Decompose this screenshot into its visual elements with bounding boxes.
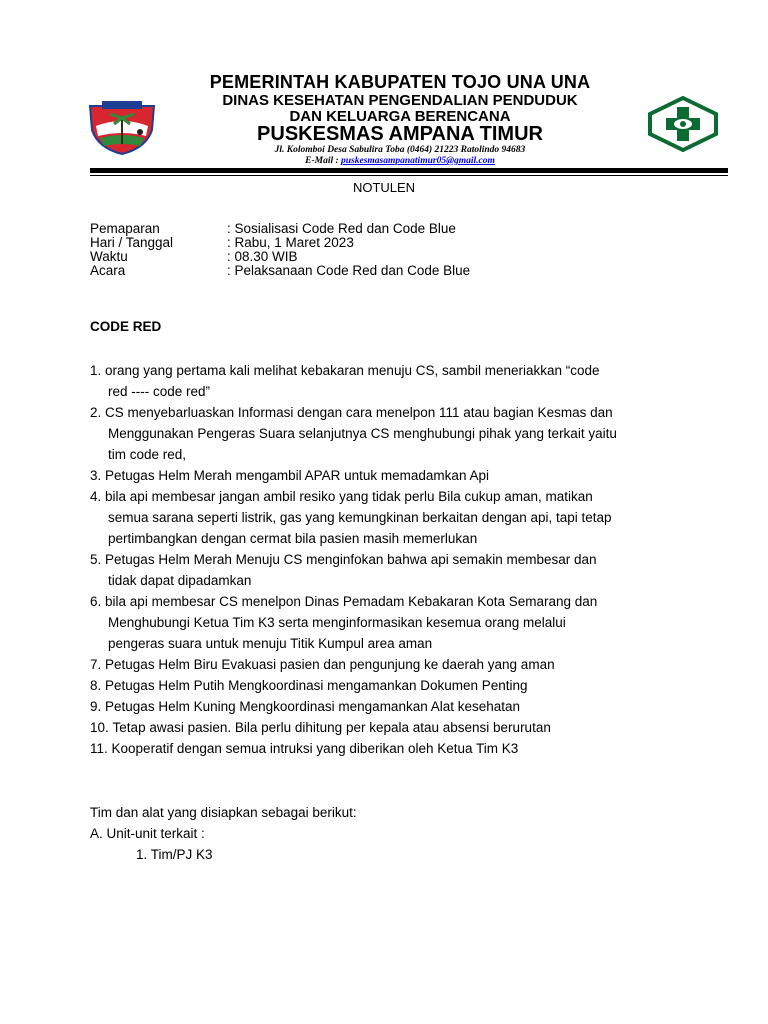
- list-item-number: 5.: [90, 552, 102, 567]
- list-item-text: Tetap awasi pasien. Bila perlu dihitung per kepala atau absensi berurutan: [112, 720, 551, 735]
- list-item-text: Petugas Helm Putih Mengkoordinasi mengamankan Dokumen Penting: [105, 678, 528, 693]
- email-label: E-Mail :: [305, 156, 342, 166]
- meta-value: : Pelaksanaan Code Red dan Code Blue: [227, 263, 471, 278]
- meta-key: Pemaparan: [90, 221, 160, 236]
- list-item: [90, 591, 690, 612]
- list-item-number: 11.: [90, 741, 108, 756]
- address: Jl. Kolomboi Desa Sabulira Toba (0464) 21223 Ratolindo 94683: [274, 145, 526, 155]
- list-item-number: 8.: [90, 678, 102, 693]
- list-item-text: CS menyebarluaskan Informasi dengan cara menelpon 111 atau bagian Kesmas dan: [105, 405, 613, 420]
- meta-value: : Sosialisasi Code Red dan Code Blue: [227, 221, 456, 236]
- list-item: [90, 654, 690, 675]
- letterhead: [0, 0, 768, 180]
- list-item-number: 3.: [90, 468, 102, 483]
- list-item: [90, 738, 690, 759]
- section-title: CODE RED: [90, 319, 162, 334]
- meta-row: [90, 264, 470, 278]
- list-item-number: 1.: [90, 363, 102, 378]
- list-item: [90, 465, 690, 486]
- list-item: [90, 675, 690, 696]
- list-item-continuation: [90, 633, 690, 654]
- list-item-text: Petugas Helm Kuning Mengkoordinasi mengamankan Alat kesehatan: [105, 699, 521, 714]
- list-item: [90, 549, 690, 570]
- list-item-number: 2.: [90, 405, 102, 420]
- list-item: [90, 696, 690, 717]
- header-divider-thin: [90, 175, 728, 176]
- meta-info: [90, 222, 470, 278]
- list-item-continuation: [90, 423, 690, 444]
- institution-name: PUSKESMAS AMPANA TIMUR: [257, 123, 543, 145]
- list-item-number: 9.: [90, 699, 102, 714]
- email-line: [170, 156, 630, 166]
- closing-block: [90, 802, 357, 865]
- procedure-list: [90, 360, 690, 759]
- list-item-number: 4.: [90, 489, 102, 504]
- header-divider-thick: [90, 168, 728, 173]
- meta-row: [90, 236, 470, 250]
- list-item: [90, 486, 690, 507]
- meta-row: [90, 222, 470, 236]
- meta-value: : 08.30 WIB: [227, 249, 298, 264]
- email-link[interactable]: puskesmasampanatimur05@gmail.com: [341, 156, 495, 166]
- list-item-text: pertimbangkan dengan cermat bila pasien masih memerlukan: [108, 531, 478, 546]
- list-item-text: orang yang pertama kali melihat kebakaran menuju CS, sambil meneriakkan “code: [105, 363, 600, 378]
- list-item-continuation: [90, 444, 690, 465]
- meta-key: Hari / Tanggal: [90, 235, 174, 250]
- list-item-text: Petugas Helm Merah mengambil APAR untuk memadamkan Api: [105, 468, 489, 483]
- list-item-text: Menggunakan Pengeras Suara selanjutnya CS menghubungi pihak yang terkait yaitu: [108, 426, 617, 441]
- meta-value: : Rabu, 1 Maret 2023: [227, 235, 354, 250]
- meta-key: Waktu: [90, 249, 128, 264]
- list-item: [90, 717, 690, 738]
- closing-unit-label: A. Unit-unit terkait :: [90, 826, 205, 841]
- closing-unit-item: 1. Tim/PJ K3: [136, 847, 213, 862]
- list-item-text: tidak dapat dipadamkan: [108, 573, 252, 588]
- department-name-line2: DAN KELUARGA BERENCANA: [289, 108, 511, 125]
- list-item: [90, 402, 690, 423]
- meta-row: [90, 250, 470, 264]
- list-item-continuation: [90, 570, 690, 591]
- list-item-text: bila api membesar CS menelpon Dinas Pemadam Kebakaran Kota Semarang dan: [105, 594, 598, 609]
- list-item-text: pengeras suara untuk menuju Titik Kumpul area aman: [108, 636, 433, 651]
- list-item-number: 6.: [90, 594, 102, 609]
- government-name: PEMERINTAH KABUPATEN TOJO UNA UNA: [209, 72, 591, 92]
- list-item-continuation: [90, 381, 690, 402]
- list-item-text: Petugas Helm Merah Menuju CS menginfokan bahwa api semakin membesar dan: [105, 552, 597, 567]
- department-name-line1: DINAS KESEHATAN PENGENDALIAN PENDUDUK: [222, 92, 578, 109]
- list-item-text: Menghubungi Ketua Tim K3 serta menginformasikan kesemua orang melalui: [108, 615, 566, 630]
- list-item-number: 10.: [90, 720, 109, 735]
- list-item-text: Petugas Helm Biru Evakuasi pasien dan pengunjung ke daerah yang aman: [105, 657, 555, 672]
- closing-intro: Tim dan alat yang disiapkan sebagai berikut:: [90, 805, 357, 820]
- puskesmas-logo-icon: [648, 96, 718, 152]
- list-item-continuation: [90, 612, 690, 633]
- list-item: [90, 360, 690, 381]
- list-item-continuation: [90, 528, 690, 549]
- list-item-text: Kooperatif dengan semua intruksi yang diberikan oleh Ketua Tim K3: [111, 741, 519, 756]
- list-item-text: red ---- code red”: [108, 384, 211, 399]
- list-item-text: bila api membesar jangan ambil resiko yang tidak perlu Bila cukup aman, matikan: [105, 489, 593, 504]
- list-item-text: tim code red,: [108, 447, 187, 462]
- regency-emblem-icon: [86, 96, 158, 156]
- list-item-number: 7.: [90, 657, 102, 672]
- list-item-text: semua sarana seperti listrik, gas yang kemungkinan berkaitan dengan api, tapi tetap: [108, 510, 612, 525]
- document-title: NOTULEN: [352, 180, 416, 195]
- list-item-continuation: [90, 507, 690, 528]
- meta-key: Acara: [90, 263, 126, 278]
